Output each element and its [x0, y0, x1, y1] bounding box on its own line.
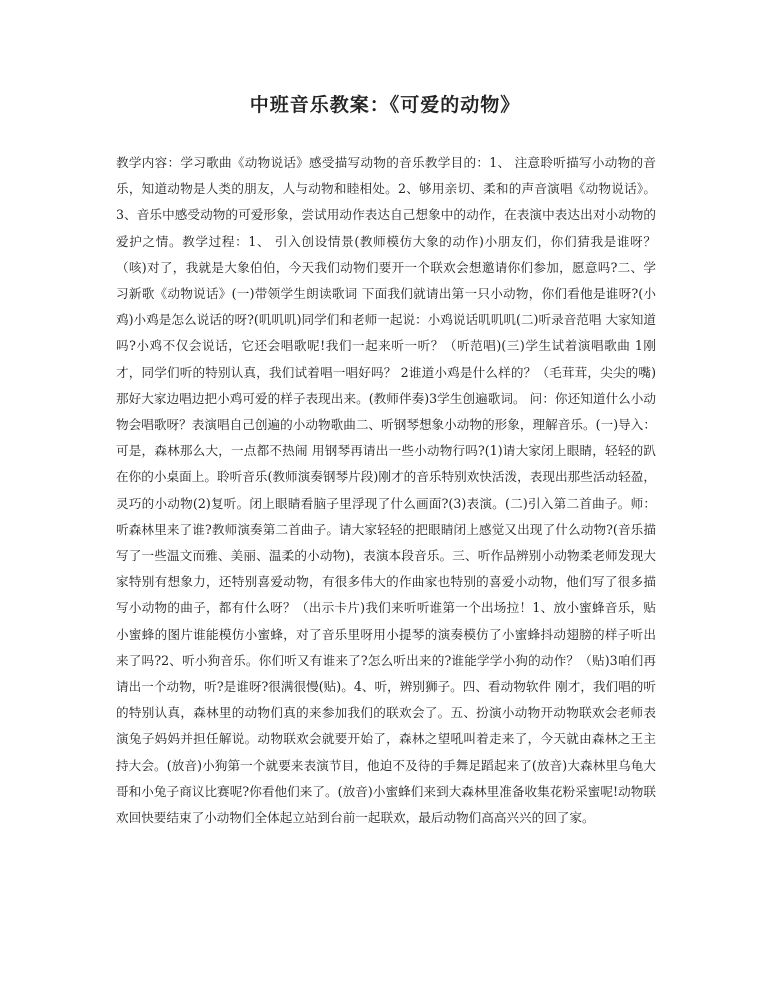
document-title: 中班音乐教案：《可爱的动物》 [249, 94, 521, 116]
document-body-paragraph: 教学内容：学习歌曲《动物说话》感受描写动物的音乐教学目的：1、 注意聆听描写小动物的音乐，知道动物是人类的朋友，人与动物和睦相处。2、够用亲切、柔和的声音演唱《动物说话》。3、音乐中感受动物的可爱形象，尝试用动作表达自己想象中的动作，在表演中表达出对小动物的爱护之情。教学过程：1、 引入创设情景(教师模仿大象的动作)小朋友们，你们猜我是谁呀？（咳)对了，我就是大象伯伯，今天我们动物们要开一个联欢会想邀请你们参加，愿意吗?二、学习新歌《动物说话》(一)带领学生朗读歌词 下面我们就请出第一只小动物，你们看他是谁呀?(小鸡)小鸡是怎么说话的呀?(叽叽叽)同学们和老师一起说：小鸡说话叽叽叽(二)听录音范唱 大家知道吗?小鸡不仅会说话，它还会唱歌呢!我们一起来听一听？（听范唱)(三)学生试着演唱歌曲 1刚才，同学们听的特别认真，我们试着唱一唱好吗？ 2谁道小鸡是什么样的？（毛茸茸，尖尖的嘴)那好大家边唱边把小鸡可爱的样子表现出来。(教师伴奏)3学生创遍歌词。 问：你还知道什么小动物会唱歌呀？表演唱自己创遍的小动物歌曲二、听钢琴想象小动物的形象，理解音乐。(一)导入：可是，森林那么大，一点都不热闹 用钢琴再请出一些小动物行吗?(1)请大家闭上眼睛，轻轻的趴在你的小桌面上。聆听音乐(教师演奏钢琴片段)刚才的音乐特别欢快活泼，表现出那些活动轻盈，灵巧的小动物(2)复听。闭上眼睛看脑子里浮现了什么画面?(3)表演。(二)引入第二首曲子。师：听森林里来了谁?教师演奏第二首曲子。请大家轻轻的把眼睛闭上感觉又出现了什么动物?(音乐描写了一些温文而雅、美丽、温柔的小动物)，表演本段音乐。三、听作品辨别小动物柔老师发现大家特别有想象力，还特别喜爱动物，有很多伟大的作曲家也特别的喜爱小动物，他们写了很多描写小动物的曲子，都有什么呀？（出示卡片)我们来听听谁第一个出场拉！1、放小蜜蜂音乐，贴小蜜蜂的图片谁能模仿小蜜蜂，对了音乐里呀用小提琴的演奏模仿了小蜜蜂抖动翅膀的样子听出来了吗?2、听小狗音乐。你们听又有谁来了?怎么听出来的?谁能学学小狗的动作？（贴)3咱们再请出一个动物，听?是谁呀?很满很慢(贴)。4、听，辨别狮子。四、看动物软件 刚才，我们唱的听的特别认真，森林里的动物们真的来参加我们的联欢会了。五、扮演小动物开动物联欢会老师表演兔子妈妈并担任解说。动物联欢会就要开始了，森林之望吼叫着走来了，今天就由森林之王主持大会。(放音)小狗第一个就要来表演节目，他迫不及待的手舞足蹈起来了(放音)大森林里乌龟大哥和小兔子商议比赛呢?你看他们来了。(放音)小蜜蜂们来到大森林里准备收集花粉采蜜呢!动物联欢回快要结束了小动物们全体起立站到台前一起联欢，最后动物们高高兴兴的回了家。 [116, 155, 656, 826]
